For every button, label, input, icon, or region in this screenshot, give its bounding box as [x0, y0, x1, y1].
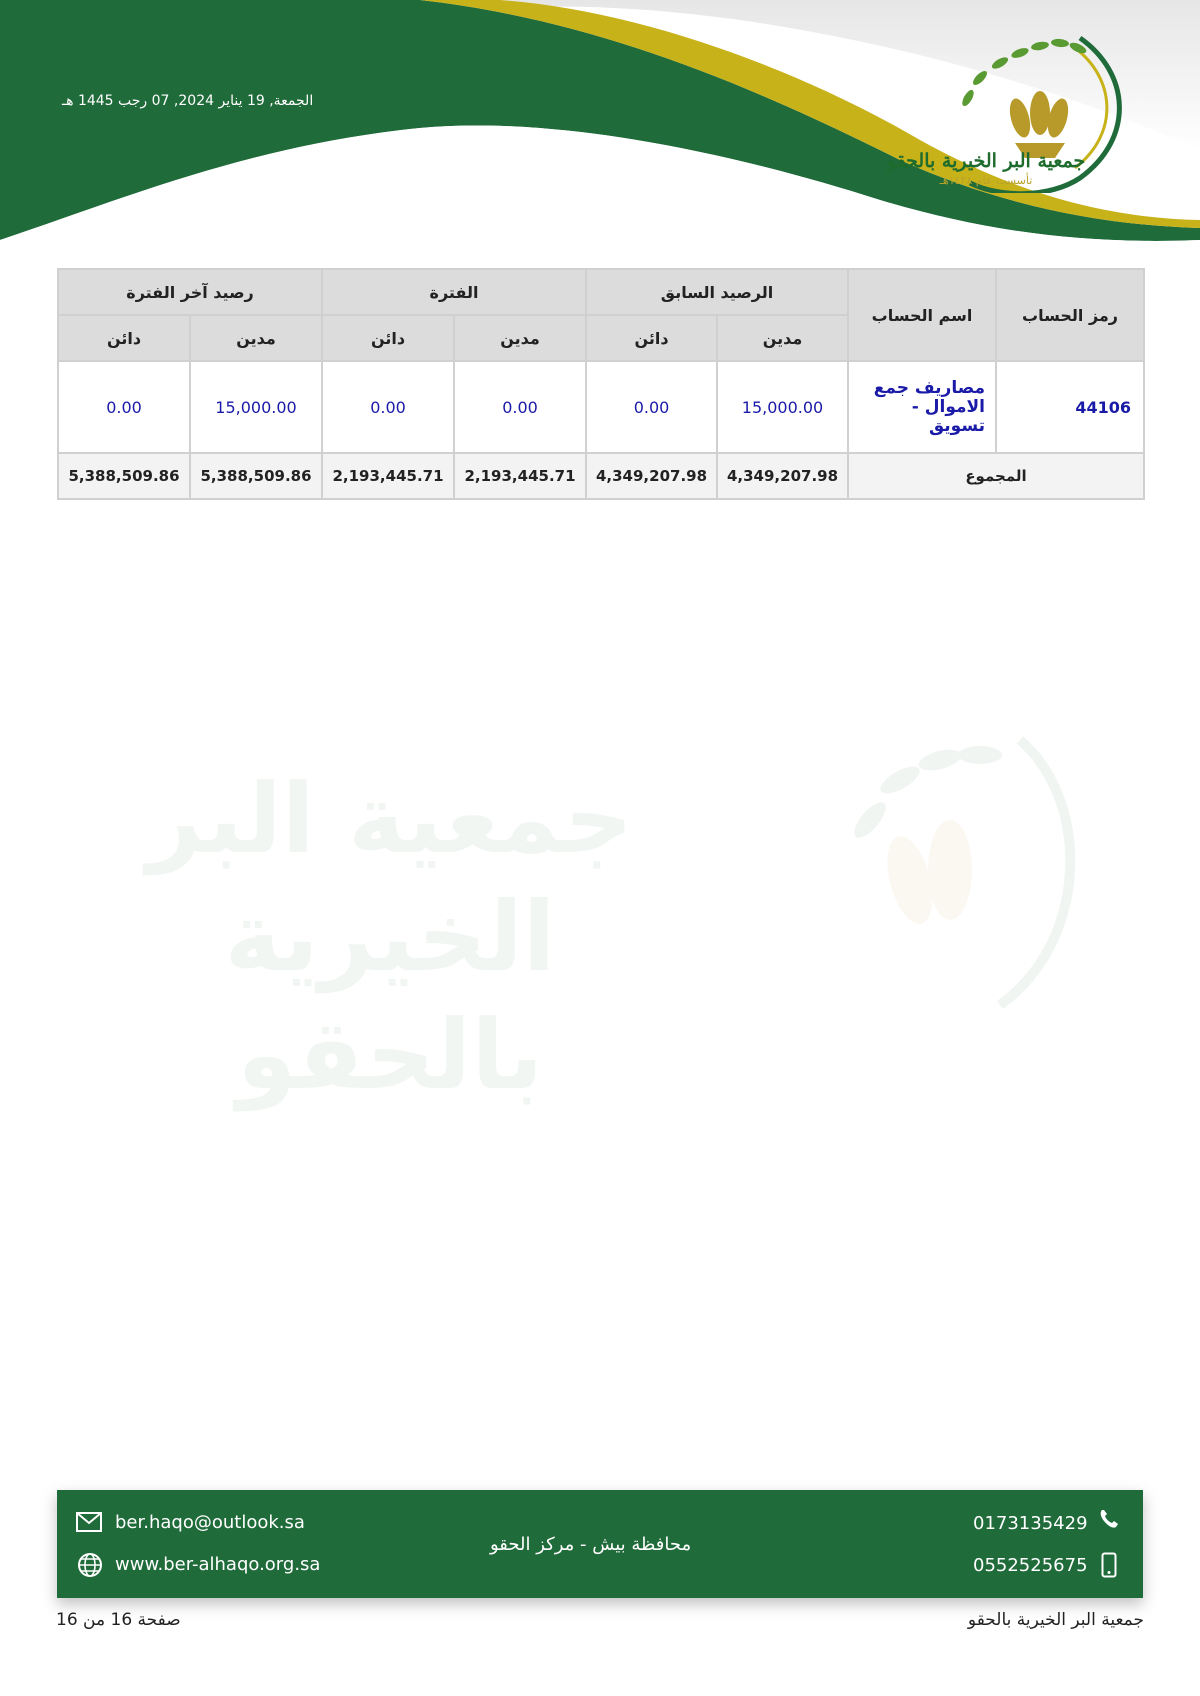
end-debit-value: 15,000.00	[190, 361, 322, 453]
period-credit-value: 0.00	[322, 361, 454, 453]
trial-balance-table	[57, 268, 1145, 500]
watermark-line-1: جمعية البر	[146, 763, 634, 875]
logo-title: جمعية البر الخيرية بالحقو	[886, 150, 1086, 172]
total-end-debit: 5,388,509.86	[190, 453, 322, 499]
footer-phone[interactable]: 0173135429	[973, 1513, 1088, 1534]
table-row	[58, 361, 1144, 453]
report-date: الجمعة, 19 يناير 2024, 07 رجب 1445 هـ	[62, 93, 314, 109]
total-row	[58, 453, 1144, 499]
header-account-code: رمز الحساب	[996, 269, 1144, 361]
watermark-text	[80, 760, 700, 1114]
account-name[interactable]: مصاريف جمع الاموال - تسويق	[848, 361, 996, 453]
header-end-credit: دائن	[58, 315, 190, 361]
header-end-balance: رصيد آخر الفترة	[58, 269, 322, 315]
header-period-debit: مدين	[454, 315, 586, 361]
prev-credit-value: 0.00	[586, 361, 717, 453]
header-account-name: اسم الحساب	[848, 269, 996, 361]
total-period-debit: 2,193,445.71	[454, 453, 586, 499]
total-label: المجموع	[848, 453, 1144, 499]
total-prev-debit: 4,349,207.98	[717, 453, 848, 499]
footer-website-link[interactable]: www.ber-alhaqo.org.sa	[115, 1554, 321, 1575]
header-prev-credit: دائن	[586, 315, 717, 361]
watermark-line-2: الخيرية بالحقو	[224, 881, 556, 1111]
footer-org-name: جمعية البر الخيرية بالحقو	[967, 1610, 1144, 1630]
phone-icon	[1098, 1508, 1120, 1530]
header-end-debit: مدين	[190, 315, 322, 361]
header-previous-balance: الرصيد السابق	[586, 269, 848, 315]
footer-email-link[interactable]: ber.haqo@outlook.sa	[115, 1512, 305, 1533]
header-prev-debit: مدين	[717, 315, 848, 361]
header-period: الفترة	[322, 269, 586, 315]
total-prev-credit: 4,349,207.98	[586, 453, 717, 499]
footer-address: محافظة بيش - مركز الحقو	[490, 1534, 692, 1555]
account-code[interactable]: 44106	[996, 361, 1144, 453]
prev-debit-value: 15,000.00	[717, 361, 848, 453]
email-icon	[76, 1512, 102, 1532]
end-credit-value: 0.00	[58, 361, 190, 453]
globe-icon	[77, 1552, 103, 1578]
footer-mobile[interactable]: 0552525675	[973, 1555, 1088, 1576]
total-period-credit: 2,193,445.71	[322, 453, 454, 499]
mobile-phone-icon	[1101, 1552, 1117, 1578]
period-debit-value: 0.00	[454, 361, 586, 453]
header-period-credit: دائن	[322, 315, 454, 361]
total-end-credit: 5,388,509.86	[58, 453, 190, 499]
page-number: صفحة 16 من 16	[56, 1610, 181, 1630]
logo-subtitle: تأسست عام ١٤٢٨هـ	[939, 174, 1033, 187]
